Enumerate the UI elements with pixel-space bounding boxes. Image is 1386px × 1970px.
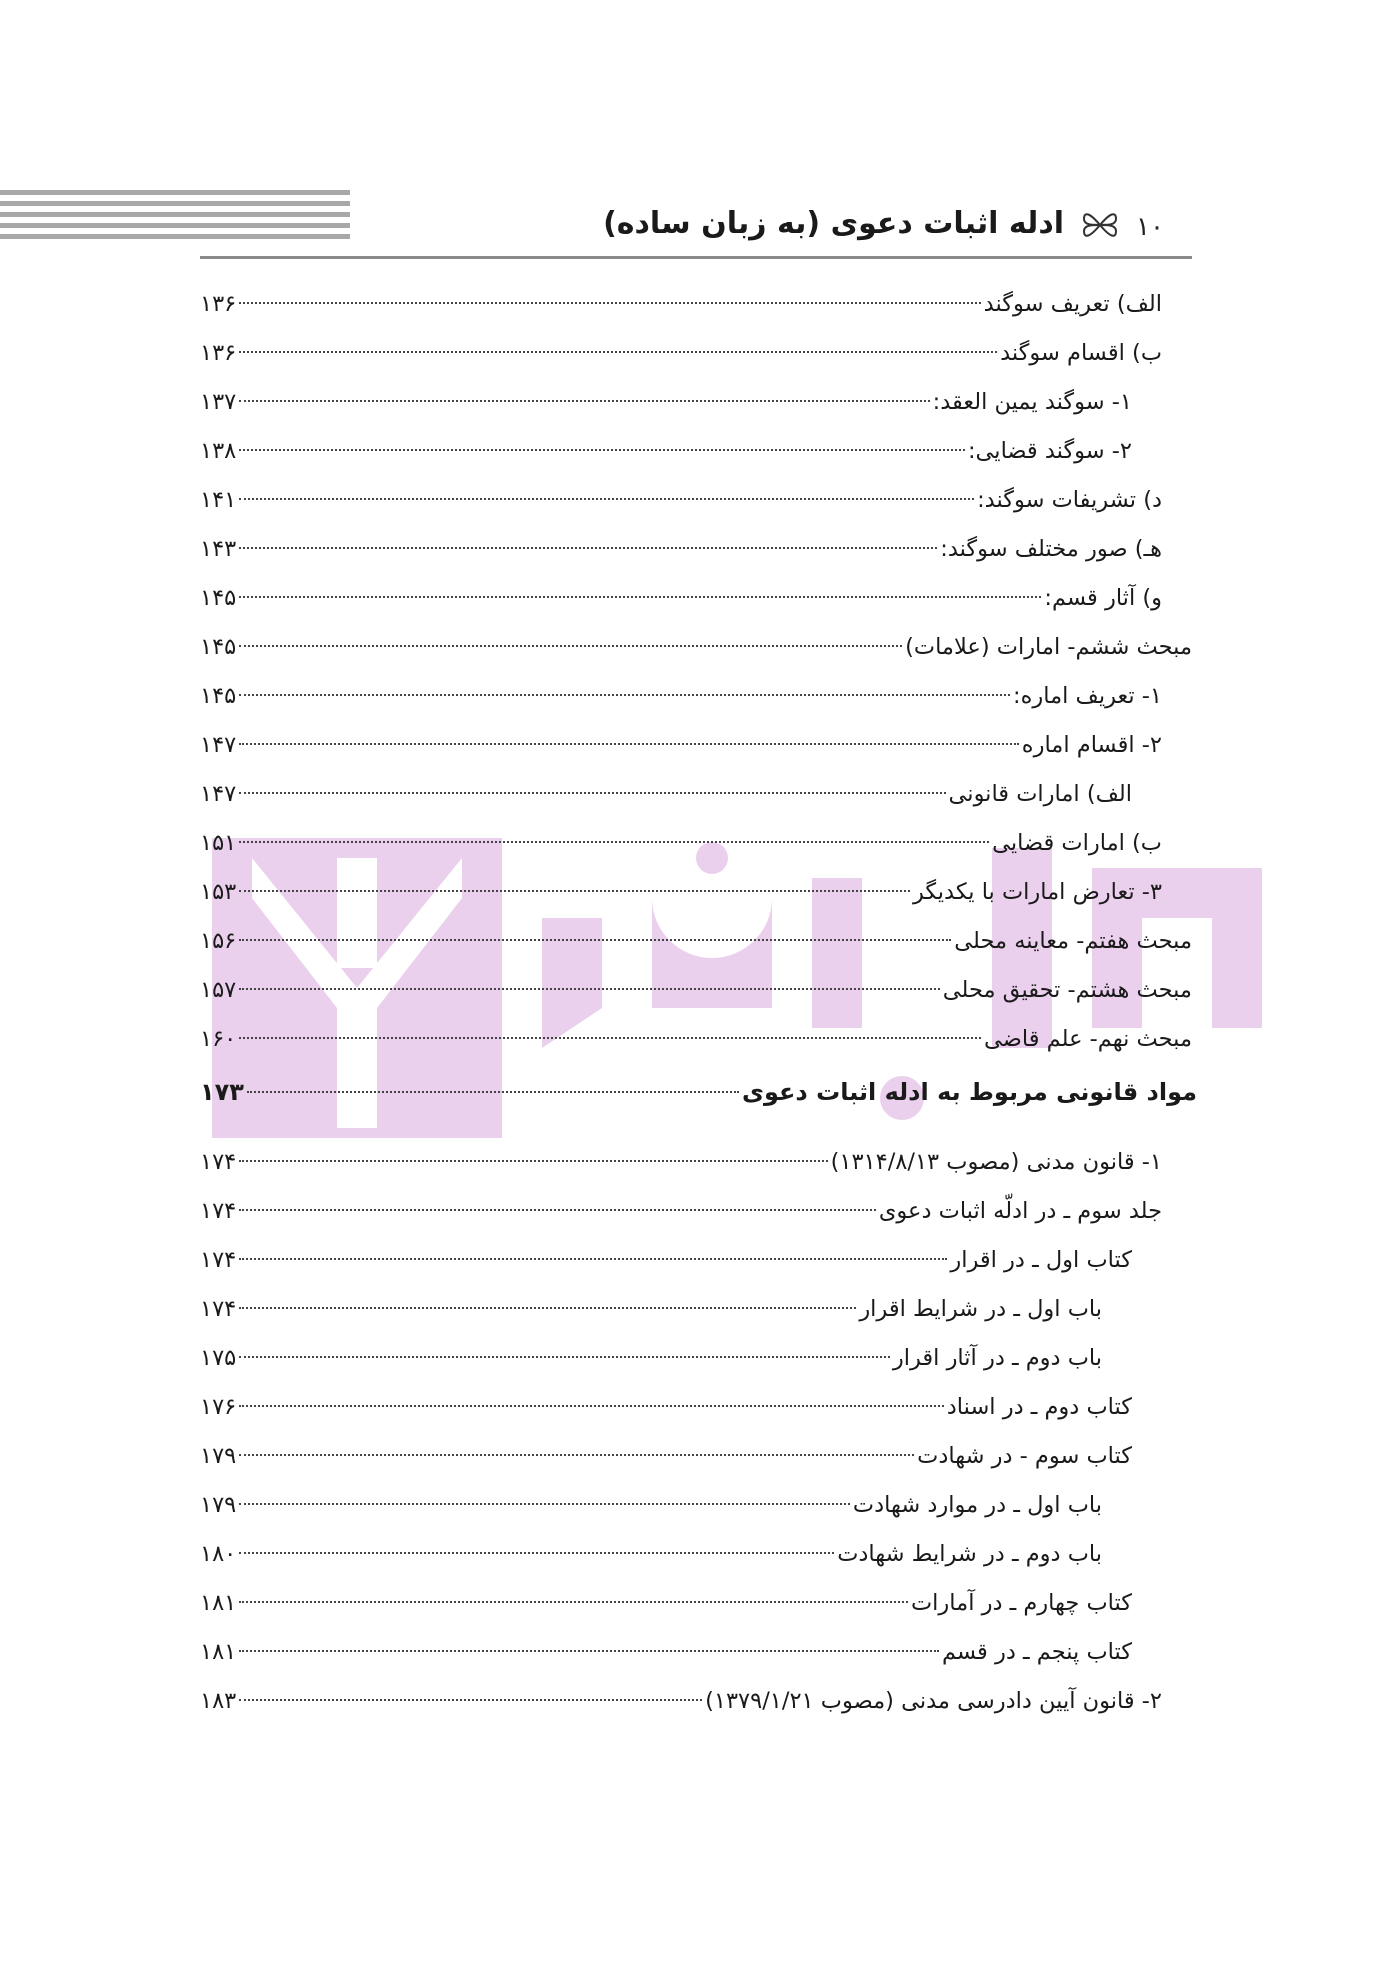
toc-leader xyxy=(239,1307,856,1309)
toc-label: الف) امارات قانونی xyxy=(948,781,1132,807)
toc-leader xyxy=(239,841,989,843)
toc-row[interactable] xyxy=(200,1385,1192,1429)
toc-label: مبحث هشتم- تحقیق محلی xyxy=(942,977,1192,1003)
toc-label: ۱- قانون مدنی (مصوب ۱۳۱۴/۸/۱۳) xyxy=(830,1149,1162,1175)
toc-label: ۲- قانون آیین دادرسی مدنی (مصوب ۱۳۷۹/۱/۲۱) xyxy=(705,1688,1162,1714)
toc-page: ۱۷۶ xyxy=(200,1394,237,1420)
toc-leader xyxy=(239,890,910,892)
toc-label: کتاب پنجم ـ در قسم xyxy=(942,1639,1132,1665)
toc-leader xyxy=(239,1356,890,1358)
toc-page: ۱۳۶ xyxy=(200,291,237,317)
running-title: ادله اثبات دعوی (به زبان ساده) xyxy=(603,206,1064,241)
toc-page: ۱۴۷ xyxy=(200,732,237,758)
toc-page: ۱۳۶ xyxy=(200,340,237,366)
toc-leader xyxy=(239,1601,908,1603)
toc-page: ۱۷۹ xyxy=(200,1443,237,1469)
toc-label: ب) امارات قضایی xyxy=(992,830,1162,856)
toc-leader xyxy=(239,1258,947,1260)
toc-label: مواد قانونی مربوط به ادله اثبات دعوی xyxy=(741,1078,1197,1106)
toc-row[interactable] xyxy=(200,1336,1192,1380)
toc-leader xyxy=(239,694,1010,696)
toc-leader xyxy=(239,1454,914,1456)
toc-label: مبحث نهم- علم قاضی xyxy=(984,1026,1192,1052)
toc-label: ۱- تعریف اماره: xyxy=(1013,683,1162,709)
toc-leader xyxy=(239,1209,876,1211)
toc-page: ۱۷۵ xyxy=(200,1345,237,1371)
toc-leader xyxy=(239,1405,944,1407)
toc-row[interactable] xyxy=(200,282,1192,326)
toc-leader xyxy=(239,939,951,941)
toc-label: هـ) صور مختلف سوگند: xyxy=(940,536,1162,562)
toc-page: ۱۴۷ xyxy=(200,781,237,807)
toc-leader xyxy=(239,1037,981,1039)
toc-leader xyxy=(239,792,945,794)
toc-leader xyxy=(239,1160,827,1162)
toc-row[interactable] xyxy=(200,723,1192,767)
header-rule xyxy=(200,256,1192,259)
toc-page: ۱۴۵ xyxy=(200,634,237,660)
toc-label: ۲- سوگند قضایی: xyxy=(967,438,1132,464)
toc-row[interactable] xyxy=(200,527,1192,571)
toc-leader xyxy=(239,449,965,451)
toc-page: ۱۵۳ xyxy=(200,879,237,905)
toc-label: د) تشریفات سوگند: xyxy=(977,487,1162,513)
toc-page: ۱۵۱ xyxy=(200,830,237,856)
toc-row[interactable] xyxy=(200,1679,1192,1723)
toc-row[interactable] xyxy=(200,1017,1192,1061)
toc-page: ۱۷۴ xyxy=(200,1149,237,1175)
toc-label: باب اول ـ در موارد شهادت xyxy=(852,1492,1102,1518)
toc-page: ۱۸۳ xyxy=(200,1688,237,1714)
toc-leader xyxy=(239,743,1019,745)
toc-label: باب دوم ـ در شرایط شهادت xyxy=(837,1541,1102,1567)
toc-row[interactable] xyxy=(200,625,1192,669)
toc-leader xyxy=(239,498,974,500)
toc-label: ۲- اقسام اماره xyxy=(1021,732,1162,758)
toc-page: ۱۵۶ xyxy=(200,928,237,954)
toc-row[interactable] xyxy=(200,1189,1192,1233)
toc-label: مبحث ششم- امارات (علامات) xyxy=(905,634,1192,660)
toc-label: کتاب سوم - در شهادت xyxy=(917,1443,1132,1469)
toc-label: مبحث هفتم- معاینه محلی xyxy=(954,928,1192,954)
toc-row[interactable] xyxy=(200,1630,1192,1674)
toc-row[interactable] xyxy=(200,1532,1192,1576)
toc-label: ۱- سوگند یمین العقد: xyxy=(932,389,1132,415)
toc-row[interactable] xyxy=(200,331,1192,375)
toc-label: الف) تعریف سوگند xyxy=(983,291,1162,317)
toc-leader xyxy=(239,645,902,647)
toc-leader xyxy=(239,1552,834,1554)
toc-row[interactable] xyxy=(200,919,1192,963)
toc-leader xyxy=(239,351,997,353)
toc-leader xyxy=(239,988,939,990)
toc-leader xyxy=(247,1091,739,1093)
toc-page: ۱۴۳ xyxy=(200,536,237,562)
toc-page: ۱۸۰ xyxy=(200,1541,237,1567)
toc-label: ۳- تعارض امارات با یکدیگر xyxy=(912,879,1162,905)
toc-row[interactable] xyxy=(200,478,1192,522)
toc-page: ۱۴۵ xyxy=(200,683,237,709)
toc-page: ۱۷۳ xyxy=(200,1078,244,1106)
toc-leader xyxy=(239,1699,702,1701)
toc-page: ۱۴۵ xyxy=(200,585,237,611)
toc-label: باب اول ـ در شرایط اقرار xyxy=(859,1296,1102,1322)
toc-leader xyxy=(239,1650,939,1652)
toc-page: ۱۳۸ xyxy=(200,438,237,464)
toc-row[interactable] xyxy=(200,1238,1192,1282)
toc-leader xyxy=(239,302,980,304)
toc-page: ۱۸۱ xyxy=(200,1639,237,1665)
toc-leader xyxy=(239,400,929,402)
toc-section-row[interactable] xyxy=(200,1070,1197,1114)
toc-page: ۱۷۴ xyxy=(200,1296,237,1322)
toc-page: ۱۳۷ xyxy=(200,389,237,415)
toc-row[interactable] xyxy=(200,576,1192,620)
header-stripes xyxy=(0,190,350,245)
toc-label: جلد سوم ـ در ادلّه اثبات دعوی xyxy=(878,1198,1162,1224)
toc-label: کتاب چهارم ـ در آمارات xyxy=(910,1590,1132,1616)
page-number: ۱۰ xyxy=(1136,212,1164,242)
toc-label: و) آثار قسم: xyxy=(1044,585,1162,611)
toc-row[interactable] xyxy=(200,1287,1192,1331)
toc-row[interactable] xyxy=(200,870,1192,914)
toc-row[interactable] xyxy=(200,1140,1192,1184)
toc-row[interactable] xyxy=(200,1483,1192,1527)
toc-row[interactable] xyxy=(200,821,1192,865)
toc-page: ۱۷۴ xyxy=(200,1198,237,1224)
toc-leader xyxy=(239,547,937,549)
flower-ornament-icon xyxy=(1080,205,1120,245)
toc-row[interactable] xyxy=(200,380,1192,424)
toc-leader xyxy=(239,1503,850,1505)
toc-row[interactable] xyxy=(200,674,1192,718)
toc-row[interactable] xyxy=(200,968,1192,1012)
toc-page: ۱۷۴ xyxy=(200,1247,237,1273)
toc-row[interactable] xyxy=(200,429,1192,473)
toc-page: ۱۸۱ xyxy=(200,1590,237,1616)
toc-page: ۱۶۰ xyxy=(200,1026,237,1052)
toc-row[interactable] xyxy=(200,772,1192,816)
toc-row[interactable] xyxy=(200,1434,1192,1478)
toc-label: کتاب اول ـ در اقرار xyxy=(950,1247,1132,1273)
toc-label: کتاب دوم ـ در اسناد xyxy=(946,1394,1132,1420)
toc-page: ۱۵۷ xyxy=(200,977,237,1003)
toc-leader xyxy=(239,596,1041,598)
toc-page: ۱۷۹ xyxy=(200,1492,237,1518)
toc-row[interactable] xyxy=(200,1581,1192,1625)
toc-label: ب) اقسام سوگند xyxy=(1000,340,1162,366)
toc-label: باب دوم ـ در آثار اقرار xyxy=(892,1345,1102,1371)
toc-page: ۱۴۱ xyxy=(200,487,237,513)
